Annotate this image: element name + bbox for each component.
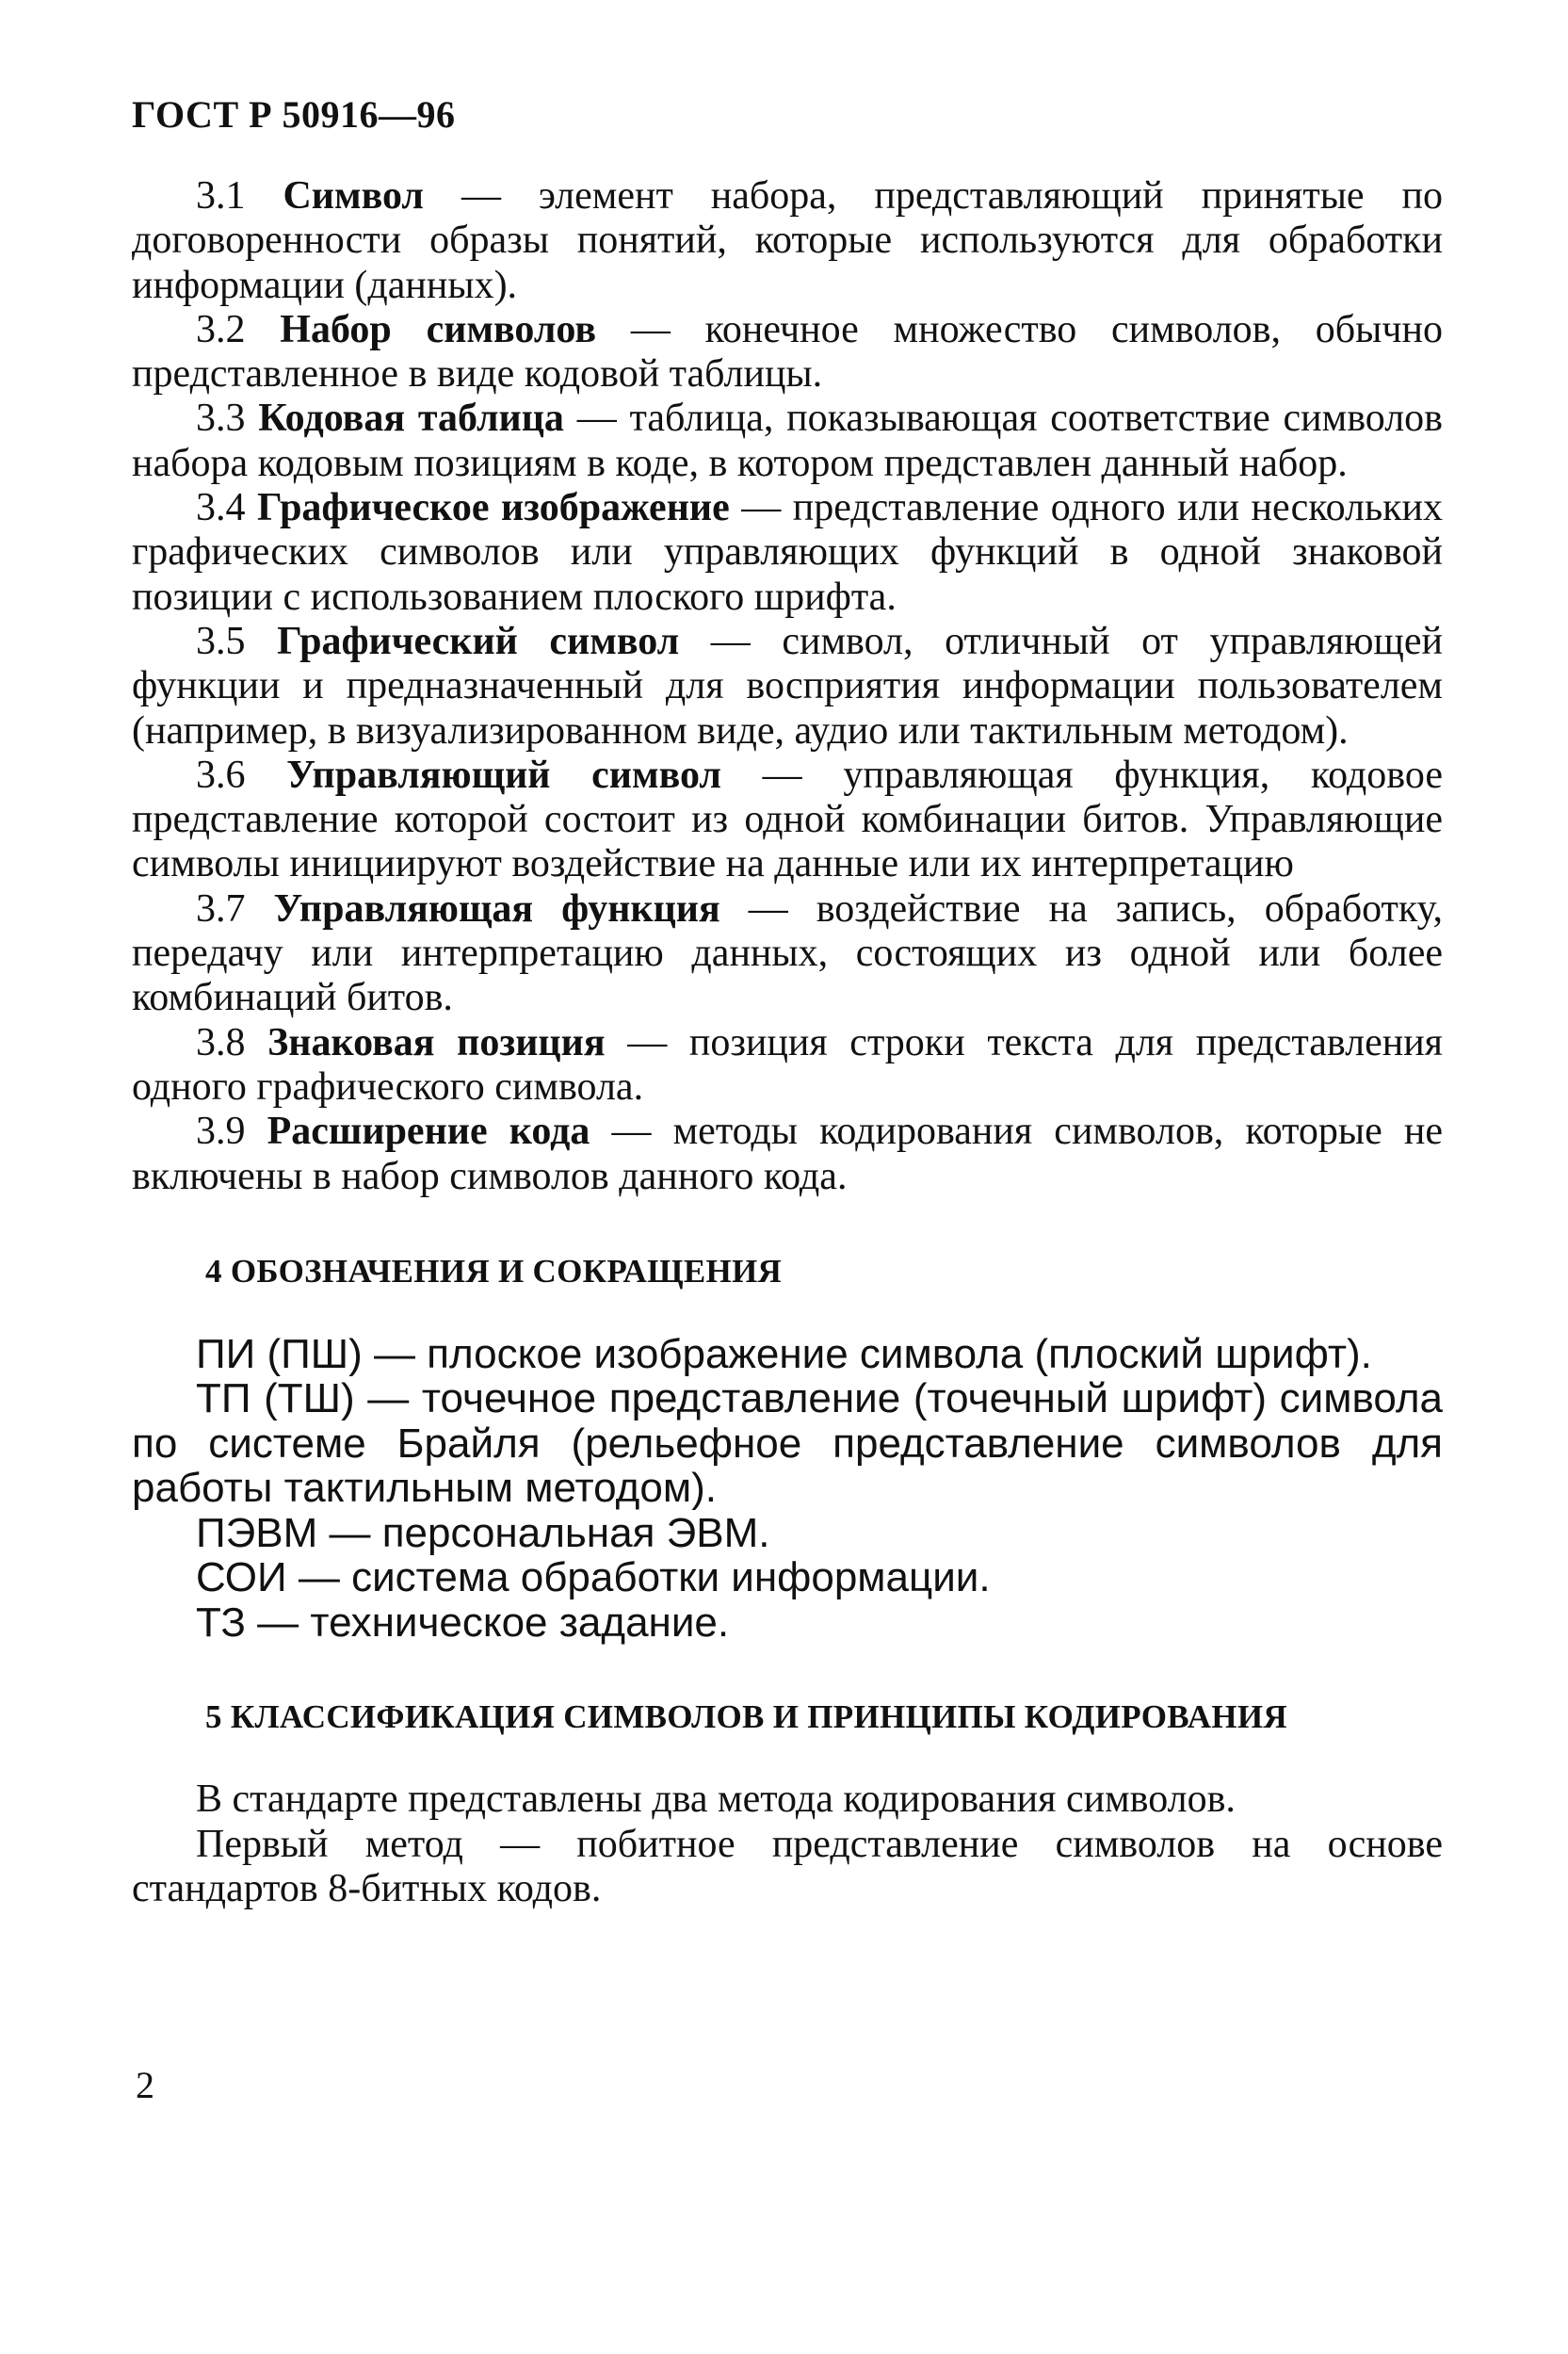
abbreviation-item: ПЭВМ — персональная ЭВМ.	[196, 1509, 770, 1556]
body-paragraph: В стандарте представлены два метода кодирования символов.	[196, 1778, 1236, 1822]
term-definition-3-5	[132, 620, 1443, 754]
term-definition-3-2	[132, 308, 1443, 398]
term-definition-3-7	[132, 887, 1443, 1021]
standard-header: ГОСТ Р 50916—96	[132, 93, 456, 136]
term-name: Управляющий символ	[286, 753, 721, 797]
abbreviation-item: СОИ — система обработки информации.	[196, 1554, 991, 1601]
term-text: — управляющая функция, кодовое представление которой состоит из одной комбинации битов. Управляющие символы инициируют воздействие на данные или их интерпретацию	[132, 753, 1443, 886]
term-number: 3.4	[196, 486, 246, 530]
term-number: 3.5	[196, 619, 246, 663]
term-definition-3-1	[132, 174, 1443, 308]
term-name: Символ	[283, 174, 424, 218]
term-text: — элемент набора, представляющий принятые по договоренности образы понятий, которые используются для обработки информации (данных).	[132, 174, 1444, 307]
term-definition-3-3	[132, 397, 1443, 486]
term-text: — методы кодирования символов, которые не включены в набор символов данного кода.	[132, 1110, 1443, 1198]
terms-section	[132, 174, 1443, 1199]
page-number: 2	[136, 2064, 154, 2106]
term-name: Знаковая позиция	[267, 1020, 606, 1064]
abbreviation-item: ПИ (ПШ) — плоское изображение символа (плоский шрифт).	[196, 1330, 1372, 1377]
term-number: 3.1	[196, 174, 246, 218]
term-name: Расширение кода	[267, 1110, 590, 1154]
term-number: 3.9	[196, 1110, 246, 1154]
term-text: — символ, отличный от управляющей функции и предназначенный для восприятия информации пользователем (например, в визуализированном виде, аудио или тактильным методом).	[132, 619, 1443, 753]
term-definition-3-9	[132, 1110, 1443, 1199]
term-number: 3.8	[196, 1020, 246, 1064]
term-text: — конечное множество символов, обычно представленное в виде кодовой таблицы.	[132, 307, 1443, 397]
abbreviation-item: ТЗ — техническое задание.	[196, 1599, 730, 1646]
term-definition-3-6	[132, 754, 1443, 887]
abbreviations-section	[132, 1253, 1443, 1646]
term-number: 3.7	[196, 886, 246, 931]
section-heading: 5 КЛАССИФИКАЦИЯ СИМВОЛОВ И ПРИНЦИПЫ КОДИРОВАНИЯ	[205, 1698, 1287, 1736]
body-paragraph: Первый метод — побитное представление символов на основе стандартов 8-битных кодов.	[132, 1822, 1443, 1911]
term-name: Графический символ	[277, 619, 680, 663]
term-name: Набор символов	[280, 307, 597, 351]
page-content	[132, 174, 1443, 1912]
term-number: 3.6	[196, 753, 246, 797]
term-name: Управляющая функция	[273, 886, 720, 931]
term-text: — воздействие на запись, обработку, передачу или интерпретацию данных, состоящих из одной или более комбинаций битов.	[132, 886, 1443, 1020]
term-definition-3-4	[132, 486, 1443, 620]
classification-section	[132, 1698, 1443, 1912]
section-heading: 4 ОБОЗНАЧЕНИЯ И СОКРАЩЕНИЯ	[205, 1252, 783, 1290]
term-definition-3-8	[132, 1021, 1443, 1111]
term-number: 3.3	[196, 397, 246, 441]
abbreviation-item: ТП (ТШ) — точечное представление (точечный шрифт) символа по системе Брайля (рельефное представление символов для работы тактильным методом).	[132, 1375, 1443, 1512]
term-number: 3.2	[196, 307, 246, 351]
term-text: — позиция строки текста для представления одного графического символа.	[132, 1020, 1443, 1109]
term-name: Кодовая таблица	[258, 397, 564, 441]
term-text: — представление одного или нескольких графических символов или управляющих функций в одной знаковой позиции с использованием плоского шрифта.	[132, 486, 1444, 619]
term-text: — таблица, показывающая соответствие символов набора кодовым позициям в коде, в котором представлен данный набор.	[132, 397, 1443, 485]
term-name: Графическое изображение	[257, 486, 730, 530]
